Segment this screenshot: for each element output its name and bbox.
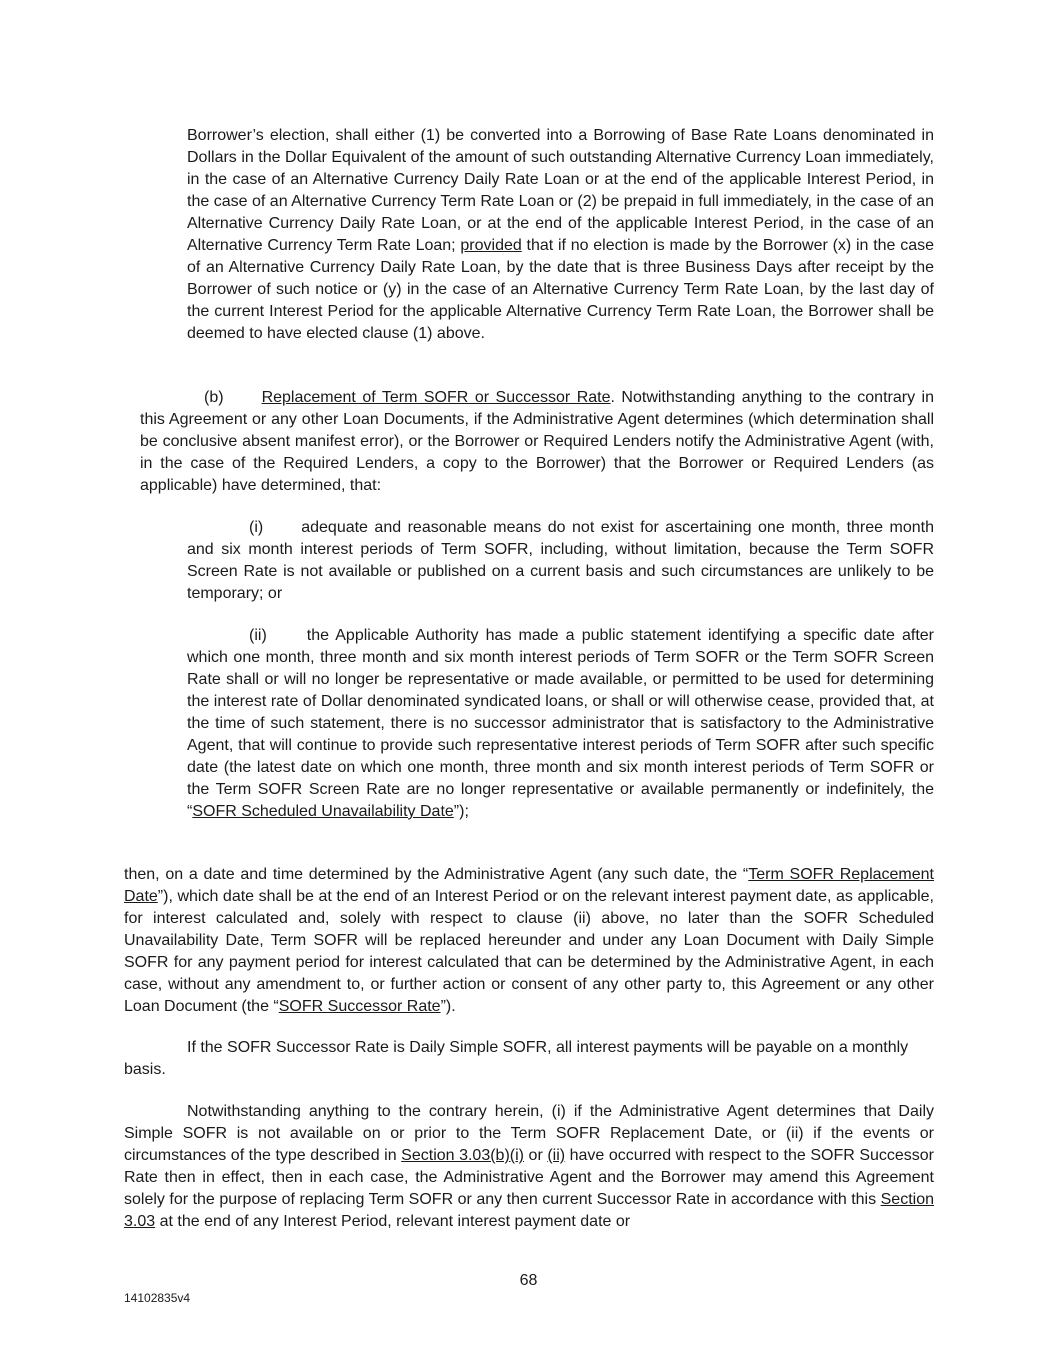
term-sofr-replacement-date-term: Term SOFR Replacement Date: [124, 866, 935, 905]
provided-term: provided: [460, 237, 522, 254]
sofr-successor-rate-term: SOFR Successor Rate: [278, 998, 441, 1015]
paragraph-then: [124, 864, 934, 1018]
clause-ii: [187, 625, 934, 823]
section-ref-3-03-b-i: Section 3.03(b)(i): [401, 1147, 524, 1164]
notw-text-3: at the end of any Interest Period, relevant interest payment date or: [155, 1213, 631, 1230]
notw-text-1: Notwithstanding anything to the contrary herein, (i) if the Administrative Agent determines that Daily Simple SOFR is not available on or prior to the Term SOFR Replacement Date, or (ii) if the events or circumstances of the type described in: [124, 1103, 934, 1164]
then-tail: ”).: [440, 998, 456, 1015]
b-number: (b): [204, 389, 224, 406]
b-text: . Notwithstanding anything to the contrary in this Agreement or any other Loan Documents, if the Administrative Agent determines (which determination shall be conclusive absent manifest error), or the Borrower or Required Lenders notify the Administrative Agent (with, in the case of the Required Lenders, a copy to the Borrower) that the Borrower or Required Lenders (as applicable) have determined, that:: [140, 389, 934, 494]
clause-i-text: adequate and reasonable means do not exist for ascertaining one month, three month and six month interest periods of Term SOFR, including, without limitation, because the Term SOFR Screen Rate is not available or published on a current basis and such circumstances are unlikely to be temporary; or: [187, 519, 934, 602]
clause-i: [187, 517, 934, 605]
paragraph-notwithstanding: [124, 1101, 934, 1233]
p1-tail: that if no election is made by the Borrower (x) in the case of an Alternative Currency Daily Rate Loan, by the date that is three Business Days after receipt by the Borrower of such notice or (y) in the case of an Alternative Currency Term Rate Loan, by the last day of the current Interest Period for the applicable Alternative Currency Term Rate Loan, the Borrower shall be deemed to have elected clause (1) above.: [187, 237, 935, 342]
paragraph-b-replacement: [140, 387, 934, 497]
paragraph-borrower-election: [187, 125, 934, 345]
clause-i-number: (i): [249, 519, 264, 536]
section-ref-ii: (ii): [547, 1147, 566, 1164]
sofr-scheduled-unavailability-date-term: SOFR Scheduled Unavailability Date: [192, 803, 454, 820]
notw-text-2: have occurred with respect to the SOFR Successor Rate then in effect, then in each case, the Administrative Agent and the Borrower may amend this Agreement solely for the purpose of replacing Term SOFR or any then current Successor Rate in accordance with this: [124, 1147, 935, 1208]
p1-text: Borrower’s election, shall either (1) be converted into a Borrowing of Base Rate Loans denominated in Dollars in the Dollar Equivalent of the amount of such outstanding Alternative Currency Loan immediately, in the case of an Alternative Currency Daily Rate Loan or at the end of the applicable Interest Period, in the case of an Alternative Currency Term Rate Loan or (2) be prepaid in full immediately, in the case of an Alternative Currency Daily Rate Loan, or at the end of the applicable Interest Period, in the case of an Alternative Currency Term Rate Loan;: [187, 127, 934, 254]
clause-ii-number: (ii): [249, 627, 267, 644]
if-text: If the SOFR Successor Rate is Daily Simple SOFR, all interest payments will be payable on a monthly basis.: [124, 1039, 909, 1078]
page-number: 68: [519, 1272, 538, 1289]
then-mid: ”), which date shall be at the end of an Interest Period or on the relevant interest payment date, as applicable, for interest calculated and, solely with respect to clause (ii) above, no later than the SOFR Scheduled Unavailability Date, Term SOFR will be replaced hereunder and under any Loan Document with Daily Simple SOFR for any payment period for interest calculated that can be determined by the Administrative Agent, in each case, without any amendment to, or further action or consent of any other party to, this Agreement or any other Loan Document (the “: [124, 888, 934, 1015]
clause-ii-text: the Applicable Authority has made a public statement identifying a specific date after which one month, three month and six month interest periods of Term SOFR or the Term SOFR Screen Rate shall or will no longer be representative or made available, or permitted to be used for determining the interest rate of Dollar denominated syndicated loans, or shall or will otherwise cease, provided that, at the time of such statement, there is no successor administrator that is satisfactory to the Administrative Agent, that will continue to provide such representative interest periods of Term SOFR after such specific date (the latest date on which one month, three month and six month interest periods of Term SOFR or the Term SOFR Screen Rate are no longer representative or available permanently or indefinitely, the “: [187, 627, 934, 820]
section-ref-3-03: Section 3.03: [124, 1191, 934, 1230]
paragraph-if-daily-simple: [124, 1037, 934, 1081]
then-text: then, on a date and time determined by the Administrative Agent (any such date, the “: [124, 866, 749, 883]
notw-or: or: [524, 1147, 548, 1164]
document-id: 14102835v4: [124, 1291, 191, 1305]
clause-ii-tail: ”);: [453, 803, 469, 820]
b-heading: Replacement of Term SOFR or Successor Rate: [261, 389, 611, 406]
